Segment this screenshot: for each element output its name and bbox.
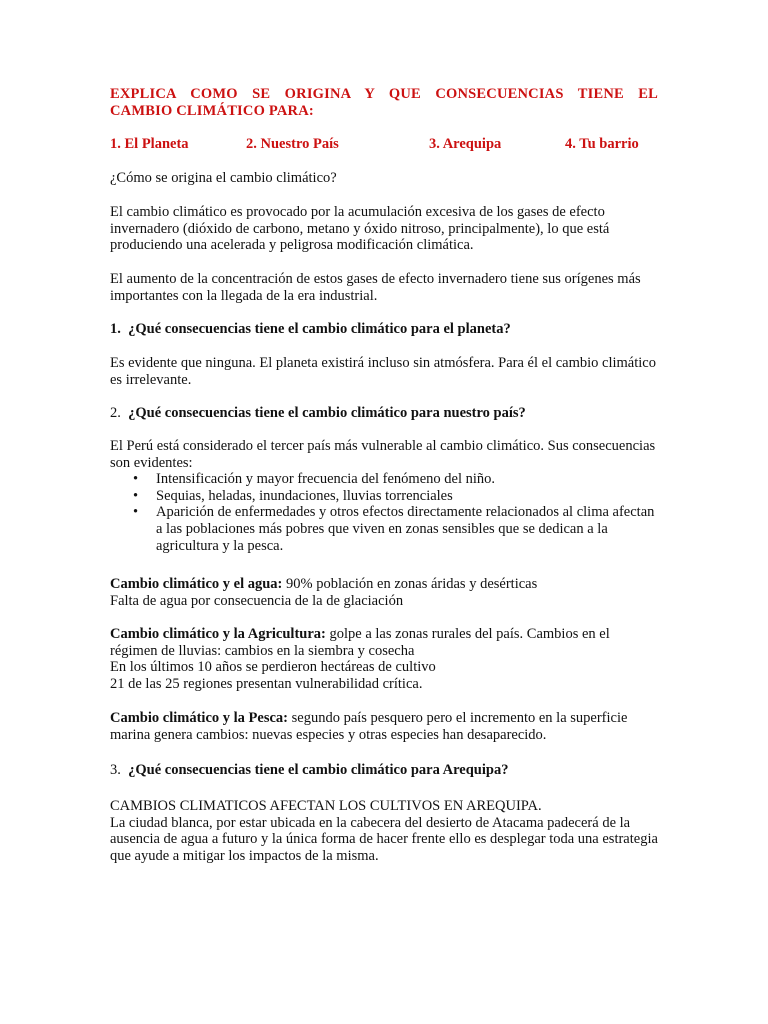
place-pais: 2. Nuestro País bbox=[246, 136, 339, 152]
agriculture-section bbox=[110, 626, 658, 692]
list-item: • Sequias, heladas, inundaciones, lluvias torrenciales bbox=[110, 488, 658, 505]
place-arequipa: 3. Arequipa bbox=[429, 136, 502, 152]
question-3-text: ¿Qué consecuencias tiene el cambio climático para Arequipa? bbox=[128, 762, 509, 778]
question-1-text: ¿Qué consecuencias tiene el cambio climático para el planeta? bbox=[128, 321, 511, 337]
title-line-1: EXPLICA COMO SE ORIGINA Y QUE CONSECUENCIAS TIENE EL bbox=[110, 86, 658, 102]
title-line-2: CAMBIO CLIMÁTICO PARA: bbox=[110, 102, 314, 119]
water-line-2: Falta de agua por consecuencia de la de glaciación bbox=[110, 592, 404, 609]
question-3-number: 3. bbox=[110, 762, 121, 778]
fishing-text: segundo país pesquero pero el incremento en la superficie marina genera cambios: nuevas especies y otras especies han desaparecido. bbox=[110, 710, 628, 743]
agriculture-label: Cambio climático y la Agricultura: bbox=[110, 626, 326, 642]
list-item: • Aparición de enfermedades y otros efectos directamente relacionados al clima afectan a las poblaciones más pobres que viven en zonas sensibles que se dedican a la agricultura y la pesca. bbox=[110, 504, 658, 554]
answer-2 bbox=[110, 438, 658, 554]
agriculture-line-2: En los últimos 10 años se perdieron hectáreas de cultivo bbox=[110, 659, 436, 676]
list-item: • Intensificación y mayor frecuencia del fenómeno del niño. bbox=[110, 471, 658, 488]
water-text: 90% población en zonas áridas y desérticas bbox=[282, 576, 538, 592]
answer-3-heading: CAMBIOS CLIMATICOS AFECTAN LOS CULTIVOS EN AREQUIPA. bbox=[110, 798, 542, 814]
consequences-list bbox=[110, 471, 658, 554]
answer-3 bbox=[110, 798, 658, 864]
answer-1: Es evidente que ninguna. El planeta existirá incluso sin atmósfera. Para él el cambio climático es irrelevante. bbox=[110, 355, 656, 388]
fishing-label: Cambio climático y la Pesca: bbox=[110, 710, 288, 726]
question-3 bbox=[110, 762, 658, 779]
answer-2-intro: El Perú está considerado el tercer país más vulnerable al cambio climático. Sus consecuencias son evidentes: bbox=[110, 438, 656, 471]
question-2 bbox=[110, 405, 658, 422]
water-label: Cambio climático y el agua: bbox=[110, 576, 283, 592]
water-section bbox=[110, 576, 658, 609]
question-origin: ¿Cómo se origina el cambio climático? bbox=[110, 170, 337, 186]
place-barrio: 4. Tu barrio bbox=[565, 136, 639, 152]
document-title bbox=[110, 86, 658, 119]
agriculture-text: golpe a las zonas rurales del país. Cambios en el régimen de lluvias: cambios en la siembra y cosecha bbox=[110, 626, 610, 659]
question-1-number: 1. bbox=[110, 321, 121, 337]
question-2-number: 2. bbox=[110, 405, 121, 421]
place-planeta: 1. El Planeta bbox=[110, 136, 189, 152]
answer-3-body: La ciudad blanca, por estar ubicada en la cabecera del desierto de Atacama padecerá de la ausencia de agua a futuro y la única forma de hacer frente ello es desplegar toda una estrategia que ayude a mitigar los impactos de la misma. bbox=[110, 814, 658, 864]
agriculture-line-3: 21 de las 25 regiones presentan vulnerabilidad crítica. bbox=[110, 675, 423, 692]
paragraph-origin-2: El aumento de la concentración de estos gases de efecto invernadero tiene sus orígenes más importantes con la llegada de la era industrial. bbox=[110, 271, 641, 304]
fishing-section bbox=[110, 710, 658, 743]
question-1 bbox=[110, 321, 658, 338]
question-2-text: ¿Qué consecuencias tiene el cambio climático para nuestro país? bbox=[128, 405, 526, 421]
paragraph-origin-1: El cambio climático es provocado por la acumulación excesiva de los gases de efecto invernadero (dióxido de carbono, metano y óxido nitroso, principalmente), lo que está produciendo una acelerada y peligrosa modificación climática. bbox=[110, 204, 610, 254]
